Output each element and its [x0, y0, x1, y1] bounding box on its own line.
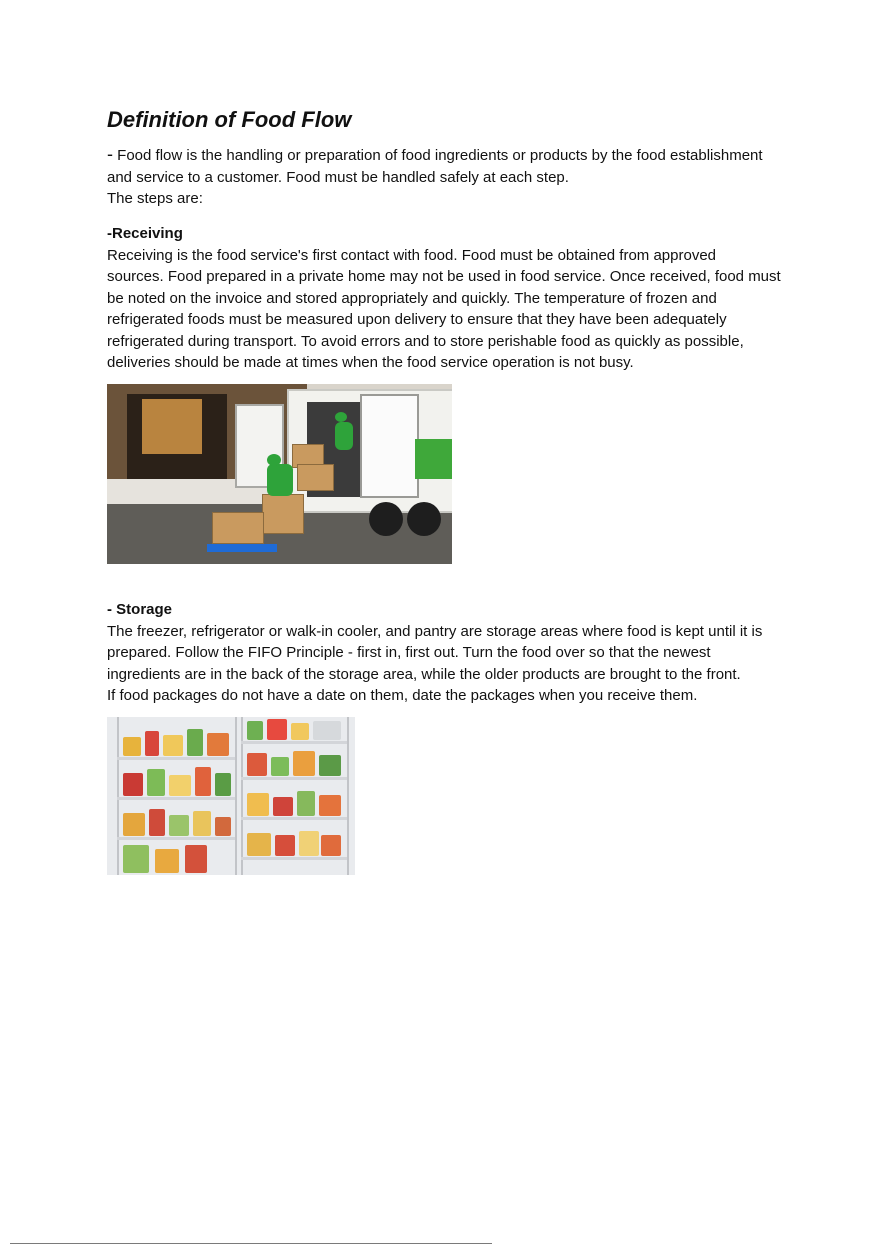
intro-paragraph — [107, 144, 777, 210]
footer-rule — [10, 1243, 492, 1244]
receiving-line: refrigerated foods must be measured upon delivery to ensure that they have been adequately — [107, 311, 727, 328]
storage-line: ingredients are in the back of the storage area, while the older products are brought to the front. — [107, 665, 741, 683]
receiving-line: Receiving is the food service's first contact with food. Food must be obtained from approved — [107, 246, 717, 264]
storage-heading: - Storage — [107, 601, 173, 618]
storage-line: If food packages do not have a date on them, date the packages when you receive them. — [107, 687, 698, 704]
receiving-heading: -Receiving — [107, 225, 183, 242]
intro-dash: - — [107, 144, 113, 164]
receiving-line: sources. Food prepared in a private home may not be used in food service. Once received, food must — [107, 268, 781, 285]
receiving-line: be noted on the invoice and stored appropriately and quickly. The temperature of frozen and — [107, 289, 717, 307]
intro-line: The steps are: — [107, 190, 203, 207]
storage-line: prepared. Follow the FIFO Principle - first in, first out. Turn the food over so that the newest — [107, 644, 711, 661]
intro-text: Food flow is the handling or preparation of food ingredients or products by the food establishment — [117, 147, 763, 164]
receiving-line: deliveries should be made at times when the food service operation is not busy. — [107, 354, 634, 371]
storage-section — [107, 599, 777, 707]
receiving-line: refrigerated during transport. To avoid errors and to store perishable food as quickly as possible, — [107, 332, 744, 350]
storage-line: The freezer, refrigerator or walk-in cooler, and pantry are storage areas where food is kept until it is — [107, 622, 763, 640]
intro-line: and service to a customer. Food must be handled safely at each step. — [107, 168, 569, 186]
storage-shelves-image — [107, 717, 355, 875]
document-title: Definition of Food Flow — [107, 107, 352, 132]
delivery-truck-image — [107, 384, 452, 564]
receiving-section — [107, 223, 781, 374]
intro-line — [107, 144, 777, 167]
